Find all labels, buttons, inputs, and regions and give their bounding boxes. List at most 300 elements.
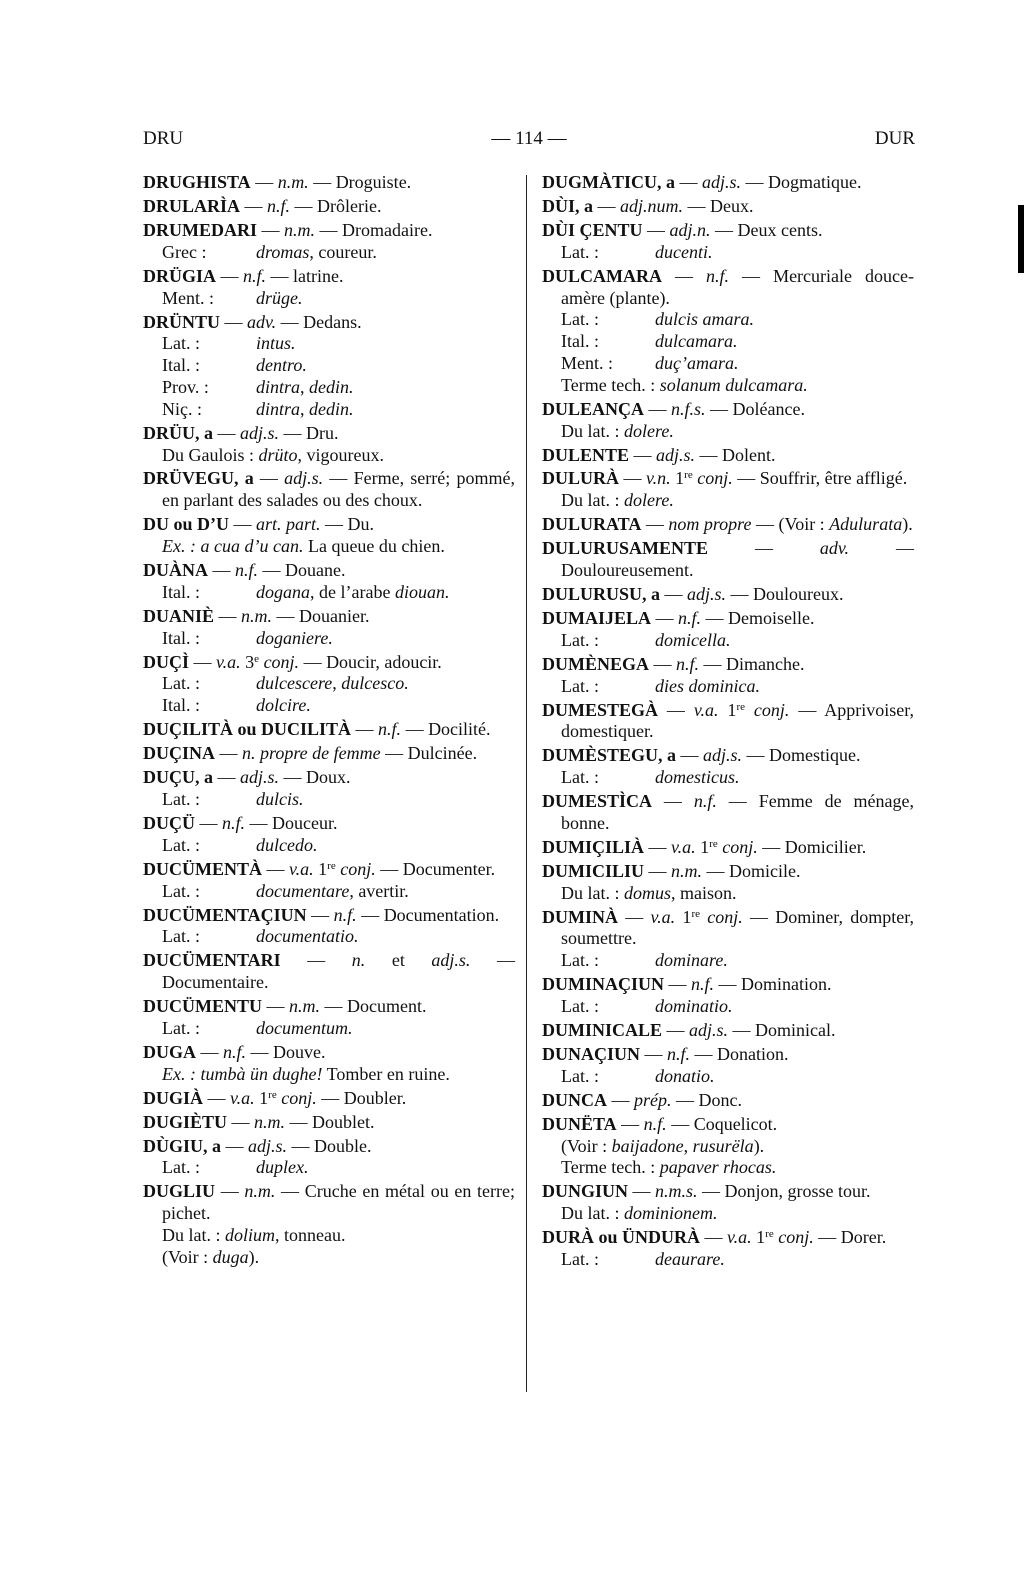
language-label: Ment. :: [561, 352, 613, 373]
text: —: [253, 468, 285, 489]
dictionary-entry: [542, 1181, 914, 1225]
italic-text: n.f.: [643, 1113, 667, 1134]
text: —: [641, 514, 669, 535]
dictionary-entry: [143, 1136, 515, 1180]
text: Du lat. :: [162, 1224, 225, 1245]
dictionary-entry: [143, 905, 515, 949]
entry-definition: [143, 606, 515, 628]
etymology-line: [143, 242, 515, 264]
etymology-line: [542, 883, 914, 905]
etymon: [256, 926, 358, 948]
headword: DUÇU, a: [143, 767, 213, 788]
text: —: [651, 608, 679, 629]
text: 1: [313, 858, 328, 879]
italic-text: conj.: [697, 468, 733, 489]
etymon: [256, 881, 409, 903]
dictionary-entry: [542, 538, 914, 582]
italic-text: dedin.: [309, 376, 354, 397]
italic-text: Ex. : a cua d’u can.: [162, 536, 304, 557]
dictionary-entry: [143, 1088, 515, 1110]
italic-text: n.f.: [693, 791, 717, 812]
text: —: [628, 1181, 656, 1202]
text: Du lat. :: [561, 490, 624, 511]
text: — Domestique.: [742, 745, 861, 766]
text: —: [280, 950, 352, 971]
etymology-line: [542, 421, 914, 443]
headword: DÙI, a: [542, 195, 594, 216]
thumb-index-mark: [1018, 205, 1024, 273]
superscript: re: [327, 859, 336, 872]
italic-text: v.a.: [230, 1087, 255, 1108]
etymology-line: [143, 536, 515, 558]
italic-text: adj.s.: [248, 1135, 288, 1156]
text: — Deux.: [683, 195, 754, 216]
etymology-line: [542, 490, 914, 512]
text: Du lat. :: [561, 882, 624, 903]
headword: DULEANÇA: [542, 398, 645, 419]
entry-definition: [542, 654, 914, 676]
dictionary-entry: [542, 514, 914, 536]
text: —: [262, 858, 289, 879]
etymon: [256, 1018, 352, 1040]
italic-text: v.a.: [289, 858, 314, 879]
italic-text: donatio.: [655, 1065, 715, 1086]
headword: DULURÀ: [542, 468, 620, 489]
italic-text: documentatio.: [256, 926, 359, 947]
text: — Dogmatique.: [741, 172, 862, 192]
text: — Dromadaire.: [315, 219, 433, 240]
italic-text: n.m.: [277, 172, 309, 192]
italic-text: duplex.: [256, 1157, 309, 1178]
language-label: Ital. :: [162, 695, 200, 716]
text: —: [221, 1135, 249, 1156]
dictionary-entry: [542, 1044, 914, 1088]
text: —: [213, 767, 240, 788]
dictionary-entry: [542, 220, 914, 264]
italic-text: adj.s.: [240, 422, 280, 443]
entry-definition: [542, 837, 914, 859]
headword: DUMAIJELA: [542, 608, 652, 629]
italic-text: n.m.: [671, 860, 703, 881]
etymology-line: [542, 309, 914, 331]
text: —: [658, 699, 694, 720]
text: La queue du chien.: [303, 536, 445, 557]
dictionary-entry: [143, 312, 515, 421]
text: — Documentaire.: [162, 950, 515, 993]
dictionary-entry: [143, 266, 515, 310]
text: — Ferme, serré; pommé, en parlant des salades ou des choux.: [162, 468, 515, 511]
etymology-line: [542, 767, 914, 789]
headword: DÙGIU, a: [143, 1135, 222, 1156]
dictionary-entry: [542, 399, 914, 443]
italic-text: dominare.: [655, 950, 728, 971]
italic-text: dulcedo.: [256, 834, 318, 855]
text: — Dorer.: [813, 1227, 887, 1248]
text: 1: [670, 468, 685, 489]
etymon: [256, 377, 354, 399]
dictionary-entry: [542, 700, 914, 744]
text: — Donation.: [690, 1044, 789, 1065]
dictionary-entry: [143, 996, 515, 1040]
italic-text: baijadone: [611, 1135, 684, 1156]
dictionary-entry: [143, 859, 515, 903]
superscript: e: [254, 652, 260, 665]
etymology-line: [143, 333, 515, 355]
language-label: Lat. :: [561, 1065, 599, 1086]
text: — Souffrir, être affligé.: [732, 468, 908, 489]
text: —: [593, 195, 621, 216]
dictionary-entry: [143, 606, 515, 650]
entry-definition: [542, 1044, 914, 1066]
etymology-line: [542, 331, 914, 353]
text: —: [195, 812, 222, 833]
headword: DUNCA: [542, 1089, 607, 1110]
text: — Donc.: [671, 1089, 742, 1110]
etymon: [655, 767, 740, 789]
text: — Apprivoiser, domestiquer.: [561, 699, 915, 742]
italic-text: domesticus.: [655, 767, 740, 788]
dictionary-entry: [143, 220, 515, 264]
headword: DUMINAÇIUN: [542, 974, 664, 995]
dictionary-entry: [542, 1090, 914, 1112]
italic-text: dulcescere: [256, 673, 333, 694]
headword: DUNGIUN: [542, 1181, 629, 1202]
entry-definition: [143, 1181, 515, 1225]
etymon: [655, 1249, 725, 1271]
etymon: [655, 676, 760, 698]
dictionary-entry: [143, 468, 515, 512]
language-label: Ital. :: [162, 355, 200, 376]
etymology-line: [143, 628, 515, 650]
italic-text: adj.s.: [284, 468, 324, 489]
text: , avertir.: [349, 880, 409, 901]
italic-text: dolere.: [624, 490, 674, 511]
language-label: Ital. :: [162, 627, 200, 648]
dictionary-entry: [143, 743, 515, 765]
headword: DRUMEDARI: [143, 219, 257, 240]
entry-definition: [143, 220, 515, 242]
superscript: re: [691, 907, 700, 920]
text: — Doux.: [279, 767, 351, 788]
entry-definition: [143, 950, 515, 994]
italic-text: dentro.: [256, 355, 307, 376]
etymology-line: [143, 1247, 515, 1269]
entry-definition: [542, 196, 914, 218]
etymon: [655, 950, 728, 972]
text: —: [662, 265, 707, 286]
entry-definition: [143, 719, 515, 741]
entry-definition: [542, 1227, 914, 1249]
italic-text: n.f.: [223, 1041, 247, 1062]
text: , vigoureux.: [297, 444, 384, 465]
etymology-line: [143, 399, 515, 421]
etymon: [655, 1066, 715, 1088]
entry-definition: [542, 220, 914, 242]
italic-text: n.m.: [289, 996, 320, 1017]
text: —: [700, 1227, 728, 1248]
text: — Domicile.: [702, 860, 801, 881]
text: — Mercuriale douce-amère (plante).: [561, 265, 914, 308]
italic-text: dromas: [256, 241, 310, 262]
text: —: [227, 1111, 255, 1132]
italic-text: v.a.: [671, 836, 696, 857]
italic-text: art. part.: [256, 514, 321, 535]
text: — Document.: [320, 996, 427, 1017]
italic-text: conj.: [281, 1087, 317, 1108]
italic-text: n.f.: [676, 653, 700, 674]
headword: DU ou D’U: [143, 514, 230, 535]
etymon: [256, 1157, 308, 1179]
text: — Dominical.: [728, 1020, 836, 1041]
dictionary-entry: [143, 560, 515, 604]
dictionary-entry: [143, 1181, 515, 1268]
text: — Donjon, grosse tour.: [697, 1181, 871, 1202]
entry-definition: [542, 608, 914, 630]
entry-definition: [542, 791, 914, 835]
italic-text: n.f.: [222, 812, 246, 833]
text: — Coquelicot.: [666, 1113, 778, 1134]
italic-text: documentum.: [256, 1017, 353, 1038]
entry-definition: [542, 266, 914, 310]
dictionary-entry: [143, 652, 515, 717]
language-label: Grec :: [162, 241, 207, 262]
language-label: Lat. :: [162, 1157, 200, 1178]
dictionary-entry: [143, 172, 515, 194]
italic-text: n.f.: [243, 265, 267, 286]
dictionary-entry: [542, 1227, 914, 1271]
etymology-line: [143, 355, 515, 377]
entry-definition: [143, 1136, 515, 1158]
text: — Deux cents.: [710, 219, 823, 240]
entry-definition: [143, 1042, 515, 1064]
italic-text: dulcamara.: [655, 331, 738, 352]
entry-definition: [143, 905, 515, 927]
language-label: Ital. :: [561, 331, 599, 352]
italic-text: adj.num.: [620, 195, 684, 216]
text: , de l’arabe: [310, 581, 395, 602]
etymon: [256, 835, 317, 857]
italic-text: adj.s.: [431, 950, 471, 971]
entry-definition: [542, 445, 914, 467]
text: — Doléance.: [705, 398, 805, 419]
headword: DUMESTEGÀ: [542, 699, 659, 720]
italic-text: n.f.: [267, 195, 291, 216]
italic-text: adj.s.: [240, 767, 280, 788]
entry-definition: [143, 996, 515, 1018]
text: —: [616, 1113, 644, 1134]
text: — Douloureux.: [726, 584, 844, 605]
italic-text: n.: [351, 950, 366, 971]
headword: DUMÈSTEGU, a: [542, 745, 677, 766]
text: ).: [902, 514, 913, 535]
guide-word-last: DUR: [874, 128, 915, 149]
dictionary-entry: [542, 654, 914, 698]
italic-text: n.m.: [254, 1111, 286, 1132]
etymon: [256, 242, 377, 264]
headword: DRÜNTU: [143, 311, 221, 332]
etymology-line: [143, 926, 515, 948]
italic-text: dominionem.: [624, 1203, 718, 1224]
italic-text: conj.: [263, 651, 300, 672]
language-label: Lat. :: [162, 834, 200, 855]
italic-text: dolium: [225, 1224, 276, 1245]
italic-text: doganiere.: [256, 627, 333, 648]
text: — Documentation.: [356, 904, 500, 925]
entry-definition: [143, 266, 515, 288]
etymology-line: [143, 1018, 515, 1040]
text: —: [220, 311, 248, 332]
etymon: [655, 353, 739, 375]
dictionary-entry: [542, 468, 914, 512]
etymology-line: [143, 1064, 515, 1086]
etymology-line: [542, 353, 914, 375]
dictionary-entry: [542, 974, 914, 1018]
text: Du Gaulois :: [162, 444, 259, 465]
guide-word-first: DRU: [143, 128, 184, 149]
text: — Domicilier.: [757, 836, 867, 857]
text: Du lat. :: [561, 1203, 624, 1224]
dictionary-entry: [143, 423, 515, 467]
text: — Douloureusement.: [561, 538, 914, 581]
left-column: [143, 172, 515, 1271]
italic-text: adj.n.: [669, 219, 711, 240]
headword: DUMINICALE: [542, 1020, 663, 1041]
headword: DUCÜMENTARI: [143, 950, 281, 971]
text: —: [203, 1087, 231, 1108]
etymology-line: [143, 695, 515, 717]
etymology-line: [542, 676, 914, 698]
italic-text: dulcis amara.: [655, 309, 754, 330]
text: —: [196, 1041, 223, 1062]
entry-definition: [143, 743, 515, 765]
etymology-line: [143, 445, 515, 467]
text: —: [662, 1020, 690, 1041]
text: —: [708, 538, 820, 559]
text: Tomber en ruine.: [322, 1063, 450, 1084]
etymology-line: [143, 288, 515, 310]
text: — Documenter.: [375, 858, 496, 879]
entry-definition: [542, 974, 914, 996]
headword: DUGLIU: [143, 1181, 216, 1202]
dictionary-entry: [542, 445, 914, 467]
italic-text: ducenti.: [655, 241, 713, 262]
superscript: re: [268, 1088, 277, 1101]
text: , coureur.: [309, 241, 377, 262]
headword: DUANIÈ: [143, 605, 215, 626]
headword: DUÀNA: [143, 560, 208, 581]
text: (Voir :: [561, 1135, 612, 1156]
italic-text: conj.: [340, 858, 376, 879]
italic-text: dulcesco.: [341, 673, 409, 694]
text: — Doublet.: [285, 1111, 375, 1132]
entry-definition: [542, 861, 914, 883]
text: (Voir :: [162, 1246, 213, 1267]
etymon: [256, 582, 449, 604]
italic-text: dies dominica.: [655, 675, 760, 696]
text: — Dulcinée.: [380, 743, 478, 764]
entry-definition: [143, 312, 515, 334]
text: —: [652, 791, 694, 812]
etymon: [256, 673, 409, 695]
etymon: [256, 288, 303, 310]
text: —: [250, 172, 278, 192]
text: —: [640, 1044, 667, 1065]
headword: DUMIÇILIÀ: [542, 836, 645, 857]
italic-text: n.m.: [284, 219, 315, 240]
entry-definition: [542, 745, 914, 767]
language-label: Lat. :: [561, 1248, 599, 1269]
italic-text: papaver rhocas.: [659, 1157, 777, 1178]
etymology-line: [143, 1225, 515, 1247]
entry-definition: [143, 423, 515, 445]
language-label: Ital. :: [162, 581, 200, 602]
text: — Dominer, dompter, soumettre.: [561, 906, 915, 949]
etymon: [655, 242, 712, 264]
italic-text: v.a.: [216, 651, 241, 672]
etymon: [256, 399, 354, 421]
italic-text: dedin.: [309, 398, 354, 419]
text: —: [306, 904, 334, 925]
etymology-line: [542, 1249, 914, 1271]
italic-text: adj.s.: [687, 584, 727, 605]
text: —: [262, 996, 289, 1017]
text: — latrine.: [266, 265, 344, 286]
dictionary-entry: [542, 837, 914, 859]
text: —: [216, 265, 244, 286]
italic-text: conj.: [707, 906, 743, 927]
text: — Douceur.: [245, 812, 338, 833]
text: ).: [248, 1246, 260, 1267]
text: —: [644, 860, 672, 881]
italic-text: solanum dulcamara.: [659, 374, 808, 395]
italic-text: dintra: [256, 398, 301, 419]
etymology-line: [542, 1136, 914, 1158]
language-label: Lat. :: [162, 333, 200, 354]
dictionary-entry: [542, 1114, 914, 1179]
text: —: [675, 172, 702, 192]
italic-text: adv.: [819, 538, 850, 559]
entry-definition: [542, 584, 914, 606]
text: —: [257, 219, 284, 240]
language-label: Lat. :: [561, 767, 599, 788]
language-label: Lat. :: [561, 309, 599, 330]
etymology-line: [143, 789, 515, 811]
text: ,: [300, 376, 310, 397]
dictionary-entry: [143, 196, 515, 218]
entry-definition: [143, 767, 515, 789]
etymon: [655, 331, 738, 353]
text: — (Voir :: [751, 514, 830, 535]
italic-text: n.f.: [691, 974, 715, 995]
text: —: [240, 195, 268, 216]
etymology-line: [143, 673, 515, 695]
italic-text: v.a.: [693, 699, 719, 720]
text: — Doubler.: [316, 1087, 407, 1108]
italic-text: dolere.: [624, 420, 674, 441]
etymon: [655, 996, 733, 1018]
italic-text: dogana: [256, 581, 310, 602]
entry-definition: [542, 700, 914, 744]
dictionary-entry: [542, 608, 914, 652]
entry-definition: [143, 1112, 515, 1134]
text: — Femme de ménage, bonne.: [561, 791, 915, 833]
column-divider: [526, 175, 527, 1392]
headword: DUGMÀTICU, a: [542, 172, 675, 192]
italic-text: conj.: [753, 699, 790, 720]
etymology-line: [143, 835, 515, 857]
headword: DRÜVEGU, a: [143, 468, 254, 489]
text: [745, 700, 754, 720]
